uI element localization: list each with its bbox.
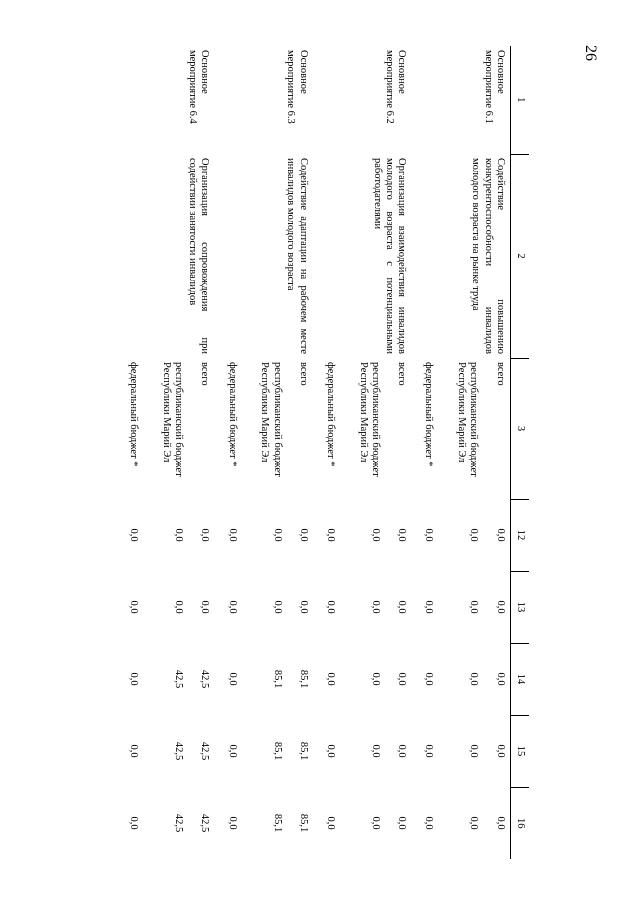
header-col-15: 15 [511, 715, 530, 787]
value-cell: 0,0 [271, 528, 283, 542]
budget-source: федеральный бюджет * [226, 362, 238, 467]
value-cell: 0,0 [495, 816, 506, 830]
value-cell: 0,0 [468, 744, 480, 758]
value-cell: 0,0 [495, 528, 506, 542]
value-cell: 0,0 [396, 816, 408, 830]
value-cell: 0,0 [128, 816, 140, 830]
value-cell: 0,0 [325, 672, 337, 686]
page-number: 26 [582, 45, 599, 61]
value-cell: 0,0 [495, 672, 506, 686]
activity-name: Основное мероприятие 6.2 [383, 50, 408, 124]
value-cell: 0,0 [370, 672, 382, 686]
budget-table [116, 46, 529, 859]
value-cell: 42,5 [199, 741, 211, 761]
value-cell: 0,0 [226, 672, 238, 686]
activity-name: Основное мероприятие 6.4 [187, 50, 211, 124]
value-cell: 0,0 [173, 600, 185, 614]
value-cell: 0,0 [325, 744, 337, 758]
value-cell: 0,0 [423, 528, 435, 542]
value-cell: 0,0 [199, 600, 211, 614]
value-cell: 0,0 [423, 816, 435, 830]
budget-source: всего [297, 362, 309, 386]
value-cell: 42,5 [199, 813, 211, 833]
value-cell: 0,0 [370, 528, 382, 542]
activity-description: Содействие адаптации на рабочем месте инвалидов молодого возраста [285, 158, 309, 354]
budget-source: республиканский бюджет Республики Марий Эл [259, 362, 283, 477]
value-cell: 0,0 [128, 744, 140, 758]
value-cell: 0,0 [468, 600, 480, 614]
header-col-3: 3 [511, 358, 530, 499]
table-row [284, 46, 313, 859]
value-cell: 0,0 [396, 672, 408, 686]
value-cell: 0,0 [495, 600, 506, 614]
value-cell: 0,0 [271, 600, 283, 614]
header-col-12: 12 [511, 499, 530, 571]
activity-name: Основное мероприятие 6.3 [285, 50, 309, 124]
value-cell: 85,1 [271, 741, 283, 761]
budget-source: всего [396, 362, 408, 386]
activity-description: Организация сопровождения при содействии занятости инвалидов [187, 158, 211, 354]
value-cell: 0,0 [370, 744, 382, 758]
value-cell: 0,0 [226, 528, 238, 542]
header-col-1: 1 [511, 46, 530, 154]
value-cell: 0,0 [396, 528, 408, 542]
value-cell: 0,0 [495, 744, 506, 758]
budget-source: республиканский бюджет Республики Марий Эл [160, 362, 185, 477]
budget-source: всего [495, 362, 506, 386]
value-cell: 0,0 [396, 744, 408, 758]
value-cell: 0,0 [325, 816, 337, 830]
value-cell: 85,1 [271, 813, 283, 833]
value-cell: 0,0 [226, 816, 238, 830]
activity-description: Содействие повышению конкурентоспособности инвалидов молодого возраста на рынке труда [470, 158, 506, 354]
value-cell: 85,1 [297, 669, 309, 689]
value-cell: 0,0 [325, 528, 337, 542]
header-col-16: 16 [511, 787, 530, 859]
value-cell: 0,0 [128, 600, 140, 614]
value-cell: 0,0 [128, 528, 140, 542]
header-col-13: 13 [511, 571, 530, 643]
value-cell: 0,0 [226, 744, 238, 758]
value-cell: 0,0 [396, 600, 408, 614]
rotated-content [116, 46, 529, 859]
header-col-14: 14 [511, 643, 530, 715]
value-cell: 85,1 [297, 813, 309, 833]
value-cell: 0,0 [297, 600, 309, 614]
activity-name: Основное мероприятие 6.1 [482, 50, 506, 124]
budget-source: федеральный бюджет * [423, 362, 435, 467]
budget-source: республиканский бюджет Республики Марий Эл [357, 362, 382, 477]
value-cell: 0,0 [468, 816, 480, 830]
value-cell: 0,0 [370, 600, 382, 614]
budget-source: федеральный бюджет * [325, 362, 337, 467]
rotated-table-area [116, 46, 529, 859]
budget-source: всего [199, 362, 211, 386]
value-cell: 85,1 [297, 741, 309, 761]
value-cell: 0,0 [423, 600, 435, 614]
value-cell: 0,0 [325, 600, 337, 614]
budget-source: федеральный бюджет * [128, 362, 140, 467]
value-cell: 0,0 [423, 672, 435, 686]
value-cell: 0,0 [297, 528, 309, 542]
value-cell: 0,0 [199, 528, 211, 542]
value-cell: 42,5 [173, 669, 185, 689]
budget-source: республиканский бюджет Республики Марий Эл [456, 362, 480, 477]
table-row [382, 46, 411, 859]
header-row [511, 46, 530, 859]
value-cell: 85,1 [271, 669, 283, 689]
activity-description: Организация взаимодействия инвалидов молодого возраста с потенциальными работодателями [371, 158, 408, 354]
value-cell: 0,0 [468, 528, 480, 542]
value-cell: 0,0 [370, 816, 382, 830]
table-row [185, 46, 214, 859]
value-cell: 0,0 [468, 672, 480, 686]
value-cell: 0,0 [128, 672, 140, 686]
header-col-2: 2 [511, 154, 530, 358]
value-cell: 42,5 [173, 813, 185, 833]
value-cell: 0,0 [173, 528, 185, 542]
value-cell: 0,0 [226, 600, 238, 614]
table-row [480, 46, 510, 859]
value-cell: 42,5 [173, 741, 185, 761]
value-cell: 42,5 [199, 669, 211, 689]
value-cell: 0,0 [423, 744, 435, 758]
